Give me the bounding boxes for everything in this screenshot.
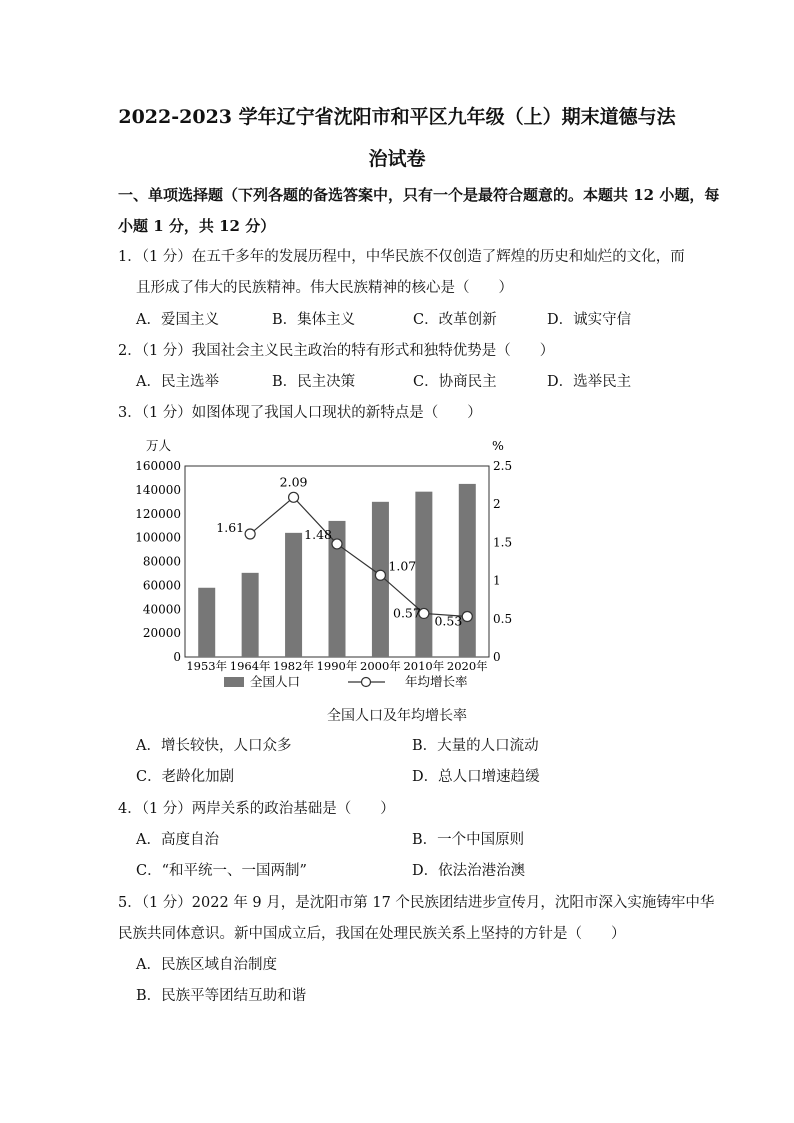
left-axis-tick-label: 160000 <box>135 459 181 473</box>
left-axis-tick-label: 80000 <box>142 554 181 569</box>
q4-option-c: C．“和平统一、一国两制” <box>136 863 307 879</box>
q1-option-c: C．改革创新 <box>413 312 497 328</box>
q4-option-b: B．一个中国原则 <box>412 832 525 848</box>
right-axis-tick-label: 0.5 <box>493 611 513 626</box>
right-axis-tick-label: 1 <box>493 573 501 588</box>
legend-line-label: 年均增长率 <box>405 674 468 689</box>
question-3-line1: 3．（1 分）如图体现了我国人口现状的新特点是（ ） <box>118 405 482 421</box>
left-axis-tick-label: 60000 <box>142 578 181 593</box>
q5-option-a: A．民族区域自治制度 <box>136 957 277 973</box>
left-axis-tick-label: 40000 <box>142 602 181 617</box>
growth-rate-label: 1.61 <box>216 519 245 535</box>
population-chart <box>130 432 513 732</box>
left-axis-tick-label: 100000 <box>135 530 181 545</box>
growth-rate-marker <box>332 539 342 549</box>
exam-title-line2: 治试卷 <box>368 148 426 170</box>
chart-caption: 全国人口及年均增长率 <box>327 708 467 724</box>
population-bar <box>459 484 476 657</box>
left-axis-unit: 万人 <box>146 438 172 453</box>
legend-bar-label: 全国人口 <box>250 674 301 689</box>
q1-option-d: D．诚实守信 <box>547 312 632 328</box>
population-bar <box>415 492 432 657</box>
q4-option-d: D．依法治港治澳 <box>412 863 526 879</box>
left-axis-tick-label: 0 <box>173 650 181 664</box>
growth-rate-marker <box>462 612 472 622</box>
left-axis-tick-label: 20000 <box>142 626 181 641</box>
q4-option-a: A．高度自治 <box>136 832 219 848</box>
q3-option-a: A．增长较快，人口众多 <box>136 738 292 754</box>
right-axis-unit: % <box>492 438 504 453</box>
q1-option-b: B．集体主义 <box>272 312 356 328</box>
right-axis-tick-label: 1.5 <box>493 535 513 550</box>
question-5-line2: 民族共同体意识。新中国成立后，我国在处理民族关系上坚持的方针是（ ） <box>118 926 626 942</box>
growth-rate-line <box>250 497 467 616</box>
growth-rate-marker <box>289 492 299 502</box>
q2-option-d: D．选举民主 <box>547 374 632 390</box>
question-5-line1: 5．（1 分）2022 年 9 月，是沈阳市第 17 个民族团结进步宣传月，沈阳市深入实施铸牢中华 <box>118 895 715 911</box>
growth-rate-marker <box>375 570 385 580</box>
q3-option-c: C．老龄化加剧 <box>136 769 235 785</box>
population-bar <box>242 573 259 657</box>
question-1-line1: 1．（1 分）在五千多年的发展历程中，中华民族不仅创造了辉煌的历史和灿烂的文化，而 <box>118 249 685 265</box>
exam-title-line1: 2022-2023 学年辽宁省沈阳市和平区九年级（上）期末道德与法 <box>118 106 676 128</box>
q3-option-b: B．大量的人口流动 <box>412 738 539 754</box>
question-1-line2: 且形成了伟大的民族精神。伟大民族精神的核心是（ ） <box>136 280 513 296</box>
q2-option-b: B．民主决策 <box>272 374 356 390</box>
category-label: 1990年 <box>316 659 358 673</box>
q2-option-c: C．协商民主 <box>413 374 497 390</box>
growth-rate-label: 0.57 <box>393 605 421 621</box>
right-axis-tick-label: 0 <box>493 650 501 664</box>
q5-option-b: B．民族平等团结互助和谐 <box>136 988 307 1004</box>
category-label: 1982年 <box>273 659 314 673</box>
q1-option-a: A．爱国主义 <box>136 312 219 328</box>
growth-rate-marker <box>245 529 255 539</box>
legend-line-marker <box>362 678 371 687</box>
q3-option-d: D．总人口增速趋缓 <box>412 769 540 785</box>
growth-rate-label: 0.53 <box>434 613 463 629</box>
section-heading-line2: 小题 1 分，共 12 分） <box>118 217 276 235</box>
growth-rate-label: 1.48 <box>304 526 332 542</box>
population-bar <box>198 588 215 657</box>
section-heading-line1: 一、单项选择题（下列各题的备选答案中，只有一个是最符合题意的。本题共 12 小题，每 <box>118 186 720 204</box>
left-axis-tick-label: 120000 <box>135 506 181 521</box>
category-label: 2000年 <box>360 659 401 673</box>
growth-rate-label: 2.09 <box>279 474 308 490</box>
question-2-line1: 2．（1 分）我国社会主义民主政治的特有形式和独特优势是（ ） <box>118 343 555 359</box>
left-axis-tick-label: 140000 <box>135 482 181 497</box>
category-label: 1953年 <box>186 659 228 673</box>
right-axis-tick-label: 2 <box>493 497 501 512</box>
question-4-line1: 4．（1 分）两岸关系的政治基础是（ ） <box>118 801 395 817</box>
q2-option-a: A．民主选举 <box>136 374 219 390</box>
category-label: 2010年 <box>403 659 445 673</box>
population-bar <box>285 533 302 657</box>
growth-rate-label: 1.07 <box>388 558 417 574</box>
right-axis-tick-label: 2.5 <box>493 459 513 473</box>
legend-bar-swatch <box>224 677 244 687</box>
category-label: 2020年 <box>446 659 488 673</box>
category-label: 1964年 <box>229 659 271 673</box>
